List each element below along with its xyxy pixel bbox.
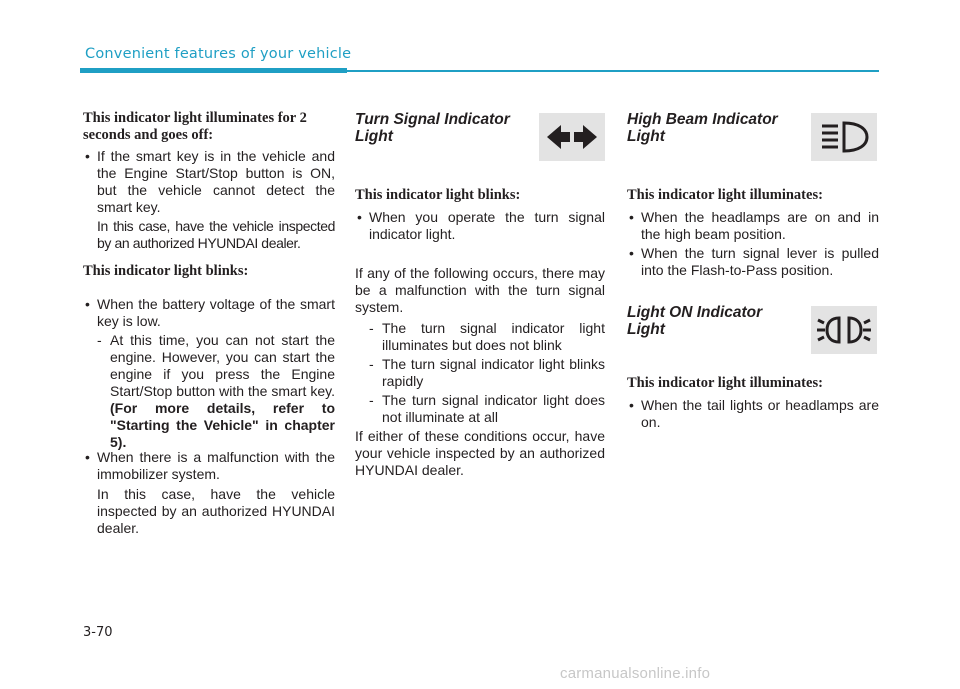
para-turn-signal-malfunction: If any of the following occurs, there may be a malfunction with the turn signal system. [355, 265, 605, 315]
high-beam-icon [811, 113, 877, 161]
section-title: Convenient features of your vehicle [85, 46, 352, 62]
turn-signal-arrows-icon [539, 113, 605, 161]
bullet-immobilizer-malfunction: • When there is a malfunction with the immobilizer system. [83, 449, 335, 483]
bullet-tail-lights: • When the tail lights or headlamps are on. [627, 397, 879, 431]
dash-blinks-rapidly-text: The turn signal indicator light blinks rapidly [382, 356, 605, 389]
page-number: 3-70 [83, 625, 113, 640]
header-rule [347, 70, 879, 72]
dash-mark: - [97, 332, 102, 348]
dash-mark: - [369, 320, 374, 336]
bullet-smart-key-not-detected: • If the smart key is in the vehicle and the Engine Start/Stop button is ON, but the vehicle cannot detect the smart key. [83, 148, 335, 216]
bullet-operate-turn-signal: • When you operate the turn signal indicator light. [355, 209, 605, 243]
note-inspect-dealer-2: In this case, have the vehicle inspected by an authorized HYUNDAI dealer. [97, 486, 335, 536]
heading-illuminates-2s: This indicator light illuminates for 2 seconds and goes off: [83, 110, 307, 143]
dash-not-illuminate-text: The turn signal indicator light does not illuminate at all [382, 392, 605, 425]
heading-blinks: This indicator light blinks: [83, 263, 249, 279]
title-turn-signal: Turn Signal Indicator Light [355, 111, 510, 145]
dash-start-engine-text: At this time, you can not start the engine. However, you can start the engine if you press the Engine Start/Stop button with the smart key. [110, 332, 335, 399]
light-on-icon [811, 306, 877, 354]
para-have-inspected: If either of these conditions occur, have your vehicle inspected by an authorized HYUNDAI dealer. [355, 428, 605, 478]
note-inspect-dealer-1: In this case, have the vehicle inspected by an authorized HYUNDAI dealer. [97, 218, 335, 251]
dash-not-illuminate [355, 392, 605, 426]
dash-blinks-rapidly [355, 356, 605, 390]
dash-start-engine-reference: (For more details, refer to "Starting the Vehicle" in chapter 5). [110, 400, 335, 450]
bullet-battery-low: • When the battery voltage of the smart key is low. [83, 296, 335, 330]
heading-high-beam-illuminates: This indicator light illuminates: [627, 187, 823, 203]
dash-mark: - [369, 392, 374, 408]
title-light-on: Light ON Indicator Light [627, 304, 763, 338]
dash-illuminates-not-blink-text: The turn signal indicator light illuminates but does not blink [382, 320, 605, 353]
dash-illuminates-not-blink [355, 320, 605, 354]
title-high-beam: High Beam Indicator Light [627, 111, 778, 145]
heading-light-on-illuminates: This indicator light illuminates: [627, 375, 823, 391]
dash-start-engine [83, 332, 335, 451]
bullet-flash-to-pass: • When the turn signal lever is pulled into the Flash-to-Pass position. [627, 245, 879, 279]
heading-turn-signal-blinks: This indicator light blinks: [355, 187, 521, 203]
header-accent-bar [80, 68, 347, 73]
bullet-headlamps-high-beam: • When the headlamps are on and in the high beam position. [627, 209, 879, 243]
watermark: carmanualsonline.info [560, 665, 711, 682]
dash-mark: - [369, 356, 374, 372]
